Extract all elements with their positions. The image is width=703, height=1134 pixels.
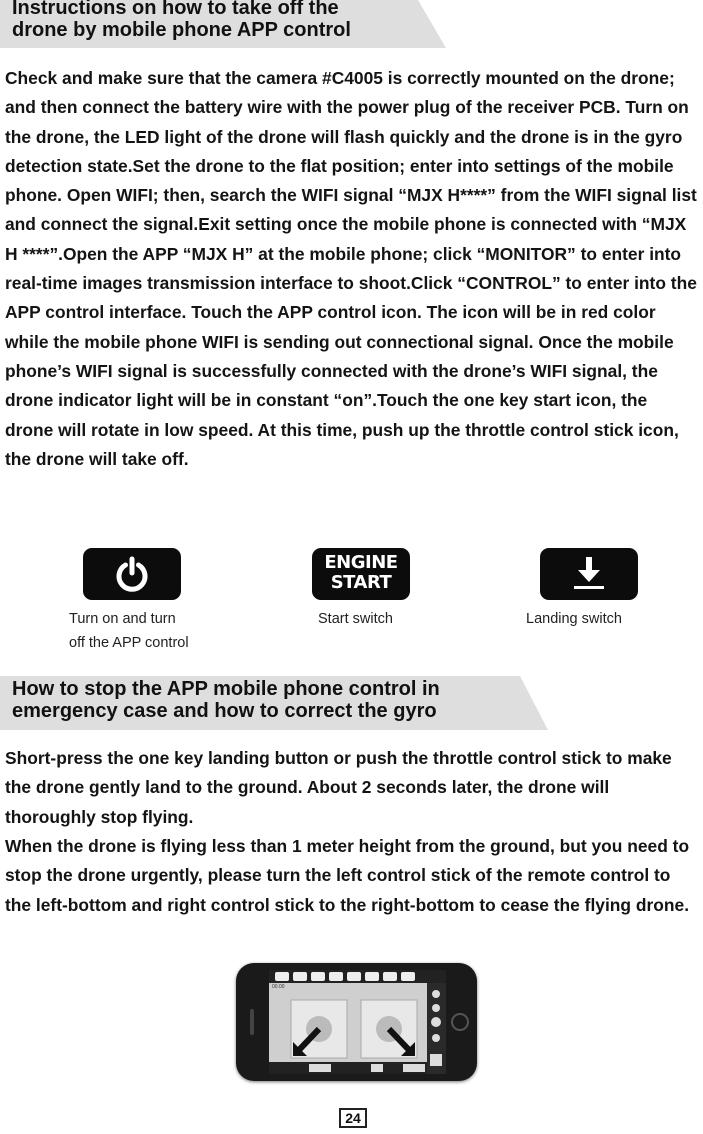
landing-icon — [540, 548, 638, 600]
section-title-emergency: How to stop the APP mobile phone control in emergency case and how to correct the gyro — [12, 678, 440, 722]
power-icon — [83, 548, 181, 600]
power-caption: Turn on and turn off the APP control — [69, 611, 189, 651]
power-button-tile[interactable] — [83, 548, 181, 600]
flight-readout: 00.00 — [272, 984, 285, 990]
section-header-takeoff — [0, 0, 450, 50]
section-title-takeoff: Instructions on how to take off the drone by mobile phone APP control — [12, 0, 351, 41]
phone-screen — [269, 970, 446, 1074]
page-number: 24 — [339, 1108, 367, 1128]
engine-start-tile[interactable] — [312, 548, 410, 600]
landing-switch-caption: Landing switch — [526, 611, 622, 627]
emergency-landing-text: Short-press the one key landing button or push the throttle control stick to make the drone gently land to the ground. About 2 seconds later, the drone will thoroughly stop flying. — [5, 748, 672, 827]
phone-home-button — [451, 1013, 469, 1031]
landing-button-tile[interactable] — [540, 548, 638, 600]
phone-illustration — [236, 963, 477, 1081]
takeoff-instructions-text: Check and make sure that the camera #C4005 is correctly mounted on the drone; and then connect the battery wire with the power plug of the receiver PCB. Turn on the drone, the LED light of the drone will flash quickly and the drone is in the gyro detection state.Set the drone to the flat position; enter into settings of the mobile phone. Open WIFI; then, search the WIFI signal “MJX H****” from the WIFI signal list and connect the signal.Exit setting once the mobile phone is connected with “MJX H ****”.Open the APP “MJX H” at the mobile phone; click “MONITOR” to enter into real-time images transmission interface to shoot.Click “CONTROL” to enter into the APP control interface. Touch the APP control icon. The icon will be in red color while the mobile phone WIFI is sending out connectional signal. Once the mobile phone’s WIFI signal is successfully connected with the drone’s WIFI signal, the drone indicator light will be in constant “on”.Touch the one key start icon, the drone will rotate in low speed. At this time, push up the throttle control stick icon, the drone will take off. — [5, 68, 697, 469]
engine-start-icon — [312, 553, 410, 593]
start-switch-caption: Start switch — [318, 611, 393, 627]
start-label: START — [330, 572, 392, 593]
control-interface-drawing — [269, 970, 446, 1074]
engine-label: ENGINE — [324, 552, 398, 573]
section-header-emergency — [0, 676, 560, 726]
phone-speaker — [250, 1009, 254, 1035]
emergency-stop-text: When the drone is flying less than 1 meter height from the ground, but you need to stop the drone urgently, please turn the left control stick of the remote control to the left-bottom and right control stick to the right-bottom to cease the flying drone. — [5, 836, 690, 915]
